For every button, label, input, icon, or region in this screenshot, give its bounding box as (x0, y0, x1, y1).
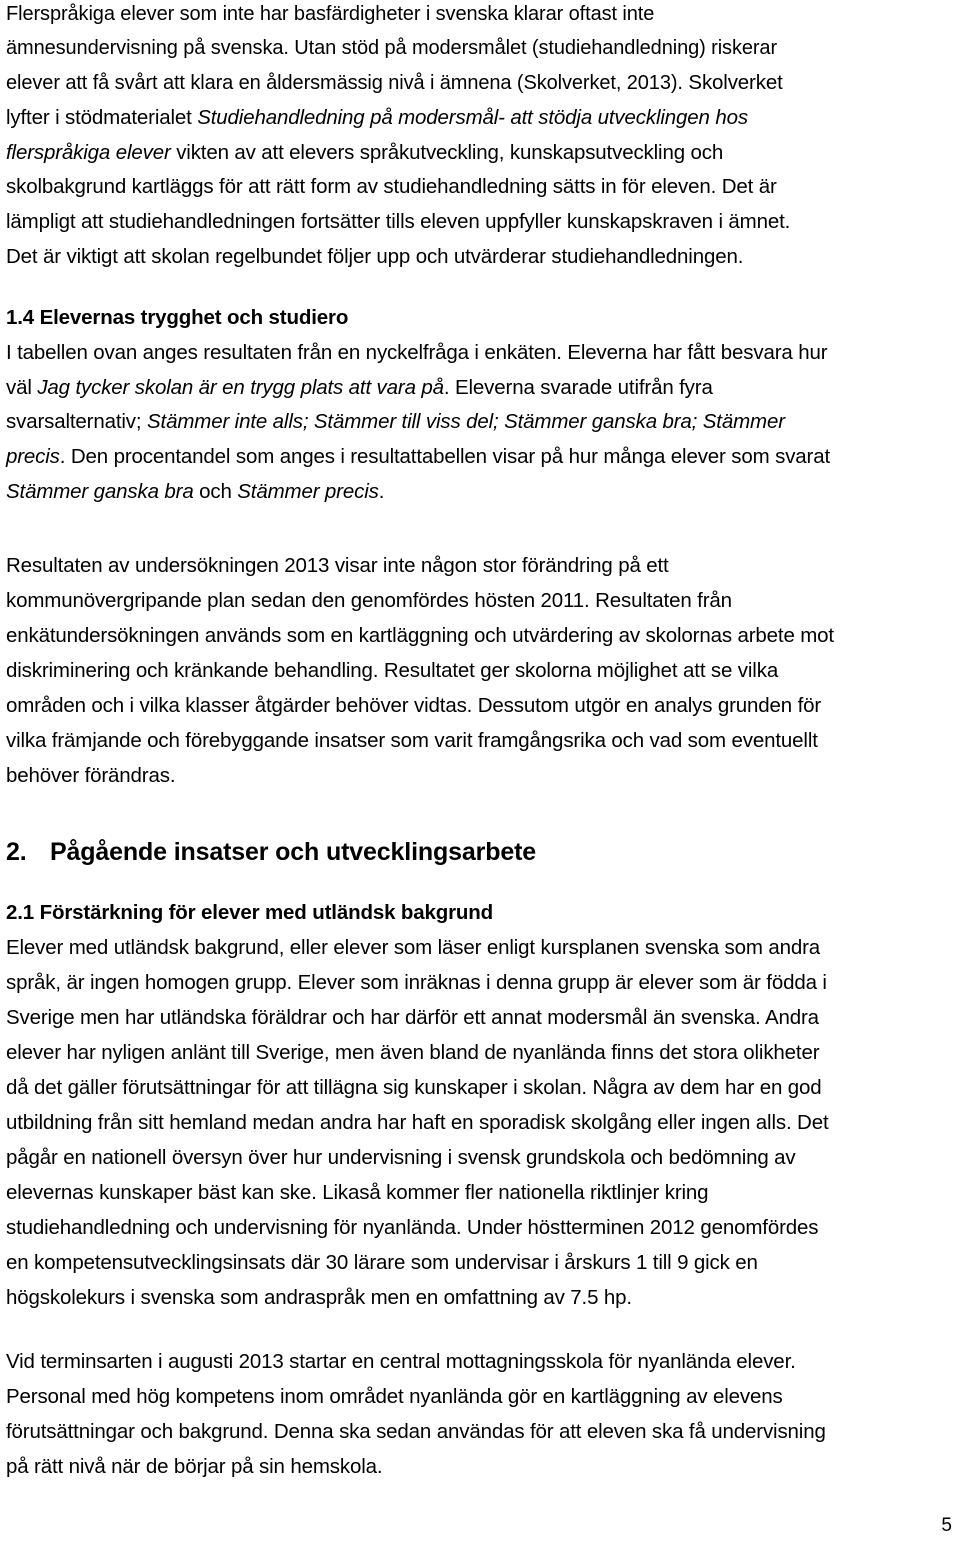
body-text: utbildning från sitt hemland medan andra har haft en sporadisk skolgång eller ingen alls. Det (6, 1111, 829, 1134)
body-text: elever har nyligen anlänt till Sverige, men även bland de nyanlända finns det stora olikheter (6, 1041, 820, 1064)
body-text: Vid terminsarten i augusti 2013 startar en central mottagningsskola för nyanlända elever. (6, 1350, 796, 1373)
body-text: skolbakgrund kartläggs för att rätt form av studiehandledning sätts in för eleven. Det är (6, 175, 777, 198)
body-text: precis. Den procentandel som anges i resultattabellen visar på hur många elever som svarat (6, 445, 831, 468)
body-text: Resultaten av undersökningen 2013 visar inte någon stor förändring på ett (6, 554, 669, 577)
body-text: lyfter i stödmaterialet Studiehandledning på modersmål- att stödja utvecklingen hos (6, 106, 748, 129)
body-text: då det gäller förutsättningar för att tillägna sig kunskaper i skolan. Några av dem har en god (6, 1076, 822, 1099)
body-text: studiehandledning och undervisning för nyanlända. Under höstterminen 2012 genomfördes (6, 1216, 819, 1239)
body-text: elevernas kunskaper bäst kan ske. Likaså kommer fler nationella riktlinjer kring (6, 1181, 709, 1204)
body-text: elever att få svårt att klara en åldersmässig nivå i ämnena (Skolverket, 2013). Skolverket (6, 71, 783, 94)
body-text: Flerspråkiga elever som inte har basfärdigheter i svenska klarar oftast inte (6, 3, 655, 25)
body-text: behöver förändras. (6, 764, 176, 787)
body-text: Det är viktigt att skolan regelbundet följer upp och utvärderar studiehandledningen. (6, 245, 744, 268)
body-text: Sverige men har utländska föräldrar och har därför ett annat modersmål än svenska. Andra (6, 1006, 819, 1029)
body-text: Personal med hög kompetens inom området nyanlända gör en kartläggning av elevens (6, 1385, 783, 1408)
body-text: enkätundersökningen används som en kartläggning och utvärdering av skolornas arbete mot (6, 624, 834, 647)
body-text: Elever med utländsk bakgrund, eller elever som läser enligt kursplanen svenska som andra (6, 936, 821, 959)
body-text: pågår en nationell översyn över hur undervisning i svensk grundskola och bedömning av (6, 1146, 796, 1169)
section-heading: 1.4 Elevernas trygghet och studiero (6, 306, 349, 329)
body-text: lämpligt att studiehandledningen fortsätter tills eleven uppfyller kunskapskraven i ämnet. (6, 210, 791, 233)
body-text: områden och i vilka klasser åtgärder behöver vidtas. Dessutom utgör en analys grunden för (6, 694, 822, 717)
body-text: en kompetensutvecklingsinsats där 30 lärare som undervisar i årskurs 1 till 9 gick en (6, 1251, 758, 1274)
body-text: flerspråkiga elever vikten av att elevers språkutveckling, kunskapsutveckling och (6, 141, 724, 164)
body-text: kommunövergripande plan sedan den genomfördes hösten 2011. Resultaten från (6, 589, 732, 612)
body-text: ämnesundervisning på svenska. Utan stöd på modersmålet (studiehandledning) riskerar (6, 37, 778, 59)
body-text: högskolekurs i svenska som andraspråk men en omfattning av 7.5 hp. (6, 1286, 632, 1309)
page-number: 5 (941, 1515, 952, 1536)
body-text: svarsalternativ; Stämmer inte alls; Stämmer till viss del; Stämmer ganska bra; Stämmer (6, 410, 785, 433)
body-text: förutsättningar och bakgrund. Denna ska sedan användas för att eleven ska få undervisning (6, 1420, 826, 1443)
body-text: språk, är ingen homogen grupp. Elever som inräknas i denna grupp är elever som är födda i (6, 971, 827, 994)
body-text: på rätt nivå när de börjar på sin hemskola. (6, 1455, 383, 1478)
body-text: diskriminering och kränkande behandling. Resultatet ger skolorna möjlighet att se vilka (6, 659, 779, 682)
body-text: vilka främjande och förebyggande insatser som varit framgångsrika och vad som eventuellt (6, 729, 818, 752)
body-text: Stämmer ganska bra och Stämmer precis. (6, 480, 385, 503)
chapter-heading: 2. Pågående insatser och utvecklingsarbete (6, 838, 537, 866)
body-text: I tabellen ovan anges resultaten från en nyckelfråga i enkäten. Eleverna har fått besvara hur (6, 341, 828, 364)
body-text: väl Jag tycker skolan är en trygg plats att vara på. Eleverna svarade utifrån fyra (6, 376, 713, 399)
section-heading: 2.1 Förstärkning för elever med utländsk bakgrund (6, 901, 494, 924)
